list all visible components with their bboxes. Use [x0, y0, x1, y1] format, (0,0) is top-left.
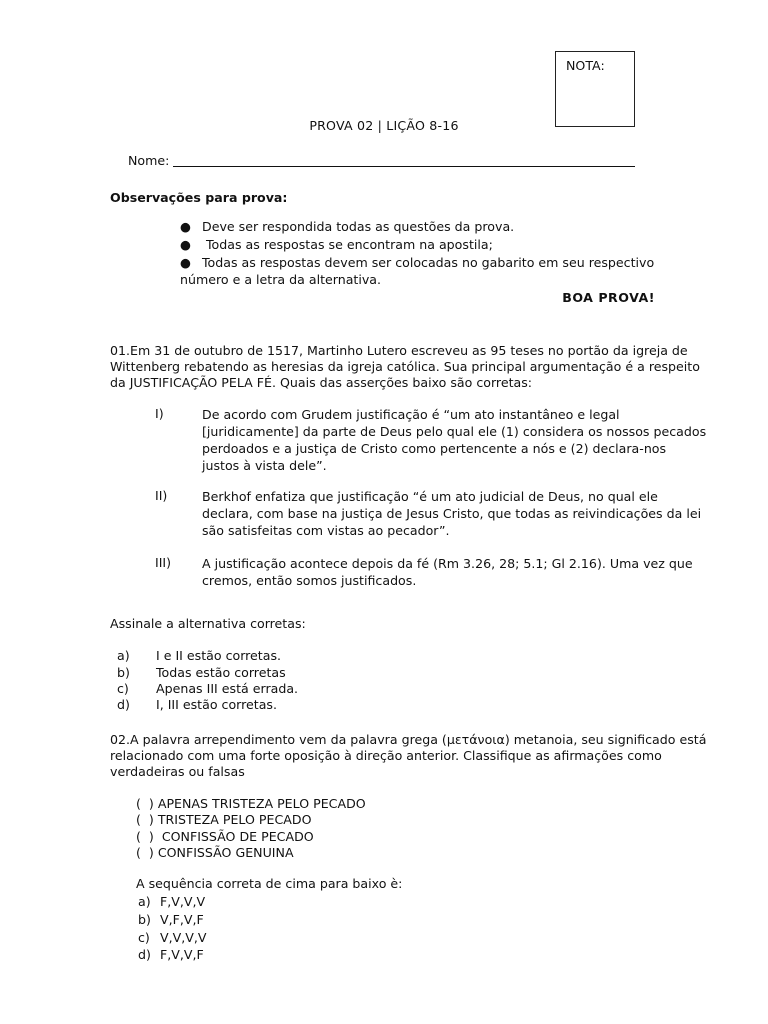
name-field-line[interactable] — [173, 166, 635, 167]
option-letter[interactable]: a) — [138, 894, 151, 909]
statement-line: [juridicamente] da parte de Deus pelo qual ele (1) considera os nossos pecados — [202, 424, 707, 439]
true-false-item[interactable]: ( ) CONFISSÃO GENUINA — [136, 845, 294, 860]
statement-line: Berkhof enfatiza que justificação “é um ato judicial de Deus, no qual ele — [202, 489, 658, 504]
observation-item: Todas as respostas devem ser colocadas no gabarito em seu respectivo — [202, 255, 655, 270]
q1-text-line: Wittenberg rebatendo as heresias da igreja católica. Sua principal argumentação é a respeito — [110, 359, 700, 374]
option-letter[interactable]: a) — [117, 648, 130, 663]
option-text[interactable]: I e II estão corretas. — [156, 648, 282, 663]
observation-item: Todas as respostas se encontram na apostila; — [202, 237, 493, 252]
statement-number: I) — [155, 406, 164, 421]
option-letter[interactable]: d) — [117, 697, 130, 712]
statement-number: III) — [155, 555, 172, 570]
name-label: Nome: — [128, 153, 170, 168]
q2-text-line: relacionado com uma forte oposição à direção anterior. Classifique as afirmações como — [110, 748, 662, 763]
q1-text-line: da JUSTIFICAÇÃO PELA FÉ. Quais das asserções baixo são corretas: — [110, 375, 533, 390]
statement-line: declara, com base na justiça de Jesus Cristo, que todas as reivindicações da lei — [202, 506, 702, 521]
statement-line: De acordo com Grudem justificação é “um ato instantâneo e legal — [202, 407, 620, 422]
option-letter[interactable]: c) — [138, 930, 150, 945]
observation-item: Deve ser respondida todas as questões da prova. — [202, 219, 515, 234]
statement-line: cremos, então somos justificados. — [202, 573, 417, 588]
sequence-title: A sequência correta de cima para baixo è: — [136, 876, 403, 891]
q1-prompt: Assinale a alternativa corretas: — [110, 616, 306, 631]
true-false-item[interactable]: ( ) APENAS TRISTEZA PELO PECADO — [136, 796, 366, 811]
statement-line: A justificação acontece depois da fé (Rm 3.26, 28; 5.1; Gl 2.16). Uma vez que — [202, 556, 693, 571]
bullet-icon: ● — [180, 237, 191, 252]
q2-text-line: 02.A palavra arrependimento vem da palavra grega (μετάνοια) metanoia, seu significado está — [110, 732, 707, 747]
true-false-item[interactable]: ( ) CONFISSÃO DE PECADO — [136, 829, 314, 844]
grade-box — [555, 51, 635, 127]
option-text[interactable]: Todas estão corretas — [156, 665, 286, 680]
statement-line: perdoados e a justiça de Cristo como pertencente a nós e (2) declara-nos — [202, 441, 667, 456]
option-letter[interactable]: b) — [117, 665, 130, 680]
q2-text-line: verdadeiras ou falsas — [110, 764, 245, 779]
bullet-icon: ● — [180, 255, 191, 270]
good-luck-text: BOA PROVA! — [562, 290, 655, 305]
bullet-icon: ● — [180, 219, 191, 234]
q1-text-line: 01.Em 31 de outubro de 1517, Martinho Lutero escreveu as 95 teses no portão da igreja de — [110, 343, 688, 358]
option-letter[interactable]: b) — [138, 912, 151, 927]
statement-line: são satisfeitas com vistas ao pecador”. — [202, 523, 450, 538]
grade-label: NOTA: — [566, 58, 605, 73]
option-text[interactable]: F,V,V,V — [160, 894, 206, 909]
option-letter[interactable]: c) — [117, 681, 129, 696]
option-letter[interactable]: d) — [138, 947, 151, 962]
observations-title: Observações para prova: — [110, 190, 288, 205]
option-text[interactable]: V,V,V,V — [160, 930, 207, 945]
option-text[interactable]: V,F,V,F — [160, 912, 204, 927]
observation-item-continuation: número e a letra da alternativa. — [180, 272, 382, 287]
true-false-item[interactable]: ( ) TRISTEZA PELO PECADO — [136, 812, 312, 827]
option-text[interactable]: I, III estão corretas. — [156, 697, 277, 712]
statement-line: justos à vista dele”. — [202, 458, 327, 473]
option-text[interactable]: Apenas III está errada. — [156, 681, 299, 696]
exam-title: PROVA 02 | LIÇÃO 8-16 — [309, 118, 459, 133]
option-text[interactable]: F,V,V,F — [160, 947, 204, 962]
statement-number: II) — [155, 488, 168, 503]
